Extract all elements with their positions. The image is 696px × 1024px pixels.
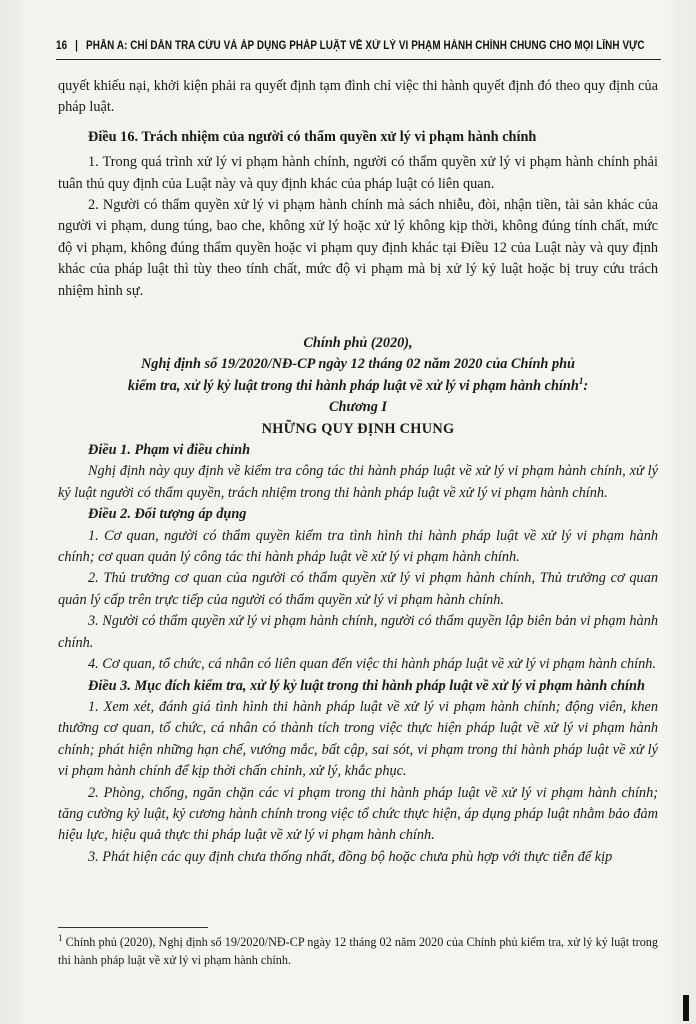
running-header (56, 40, 645, 52)
decree-title-line-1: Nghị định số 19/2020/NĐ-CP ngày 12 tháng 02 năm 2020 của Chính phủ (140, 356, 576, 373)
running-title: PHẦN A: CHỈ DẪN TRA CỨU VÀ ÁP DỤNG PHÁP LUẬT VỀ XỬ LÝ VI PHẠM HÀNH CHÍNH CHUNG CHO MỌI LĨNH VỰC (86, 40, 645, 52)
header-separator: | (75, 40, 79, 52)
decree-section (58, 333, 658, 868)
decree-title-line-2-text: kiểm tra, xử lý kỷ luật trong thi hành pháp luật về xử lý vi phạm hành chính (127, 377, 579, 394)
law-text-section (58, 76, 658, 302)
article-2-clause-2: 2. Thủ trưởng cơ quan của người có thẩm quyền xử lý vi phạm hành chính, Thủ trưởng cơ quan quản lý cấp trên trực tiếp của người có thẩm quyền xử lý vi phạm hành chính. (58, 570, 658, 608)
decree-title-suffix: : (583, 377, 589, 394)
article-16-clause-2: 2. Người có thẩm quyền xử lý vi phạm hành chính mà sách nhiễu, đòi, nhận tiền, tài sản khác của người vi phạm, dung túng, bao che, không xử lý hoặc xử lý không kịp thời, không đúng tính chất, mức độ vi phạm, không đúng thẩm quyền hoặc vi phạm quy định khác tại Điều 12 của Luật này và quy định khác của pháp luật thì tùy theo tính chất, mức độ vi phạm mà bị xử lý kỷ luật hoặc bị truy cứu trách nhiệm hình sự. (58, 197, 658, 299)
footnote-rule (58, 927, 208, 928)
article-3-clause-3: 3. Phát hiện các quy định chưa thống nhất, đồng bộ hoặc chưa phù hợp với thực tiễn để kịp (88, 848, 613, 865)
article-16-clause-1: 1. Trong quá trình xử lý vi phạm hành chính, người có thẩm quyền xử lý vi phạm hành chính phải tuân thủ quy định của Luật này và quy định khác của pháp luật có liên quan. (58, 154, 658, 192)
footnote-marker: 1 (58, 932, 63, 943)
decree-title-line-2 (58, 376, 658, 397)
footnote-paragraph (58, 933, 658, 969)
header-rule (56, 59, 661, 60)
page-number: 16 (56, 40, 68, 52)
article-16-title: Điều 16. Trách nhiệm của người có thẩm quyền xử lý vi phạm hành chính (88, 128, 537, 145)
article-2-clause-3: 3. Người có thẩm quyền xử lý vi phạm hành chính, người có thẩm quyền lập biên bản vi phạm hành chính. (58, 613, 658, 651)
footnote-reference[interactable]: 1 (578, 376, 584, 387)
article-3-title: Điều 3. Mục đích kiểm tra, xử lý kỷ luật trong thi hành pháp luật về xử lý vi phạm hành chính (88, 677, 645, 694)
article-1-paragraph: Nghị định này quy định về kiểm tra công tác thi hành pháp luật về xử lý vi phạm hành chính, xử lý kỷ luật người có thẩm quyền, trách nhiệm trong thi hành pháp luật về xử lý vi phạm hành chính. (58, 463, 658, 501)
article-3-clause-2: 2. Phòng, chống, ngăn chặn các vi phạm trong thi hành pháp luật về xử lý vi phạm hành chính; tăng cường kỷ luật, kỷ cương hành chính trong việc tổ chức thực hiện, áp dụng pháp luật nhằm bảo đảm hiệu lực, hiệu quả thực thi pháp luật về xử lý vi phạm hành chính. (58, 784, 658, 844)
decree-source: Chính phủ (2020), (303, 335, 413, 351)
chapter-number: Chương I (329, 399, 387, 416)
article-2-clause-1: 1. Cơ quan, người có thẩm quyền kiểm tra tình hình thi hành pháp luật về xử lý vi phạm hành chính; cơ quan quản lý công tác thi hành pháp luật về xử lý vi phạm hành chính. (58, 527, 658, 566)
article-1-title: Điều 1. Phạm vi điều chỉnh (88, 442, 251, 459)
article-2-clause-4: 4. Cơ quan, tổ chức, cá nhân có liên quan đến việc thi hành pháp luật về xử lý vi phạm hành chính. (88, 656, 656, 673)
footnote (58, 933, 658, 969)
continuation-paragraph: quyết khiếu nại, khởi kiện phải ra quyết định tạm đình chỉ việc thi hành quyết định đó theo quy định của pháp luật. (58, 78, 658, 116)
article-3-clause-1: 1. Xem xét, đánh giá tình hình thi hành pháp luật về xử lý vi phạm hành chính; động viên, khen thưởng cơ quan, tổ chức, cá nhân có thành tích trong việc thực hiện pháp luật về xử lý vi phạm hành chính; phát hiện những hạn chế, vướng mắc, bất cập, sai sót, vi phạm trong thi hành pháp luật về xử lý vi phạm hành chính để kịp thời chấn chỉnh, xử lý, khắc phục. (58, 698, 658, 780)
page-edge-mark (683, 995, 689, 1021)
article-2-title: Điều 2. Đối tượng áp dụng (88, 506, 247, 523)
chapter-name: NHỮNG QUY ĐỊNH CHUNG (261, 420, 455, 437)
footnote-text: Chính phủ (2020), Nghị định số 19/2020/NĐ-CP ngày 12 tháng 02 năm 2020 của Chính phủ kiểm tra, xử lý kỷ luật trong thi hành pháp luật về xử lý vi phạm hành chính. (58, 935, 658, 967)
